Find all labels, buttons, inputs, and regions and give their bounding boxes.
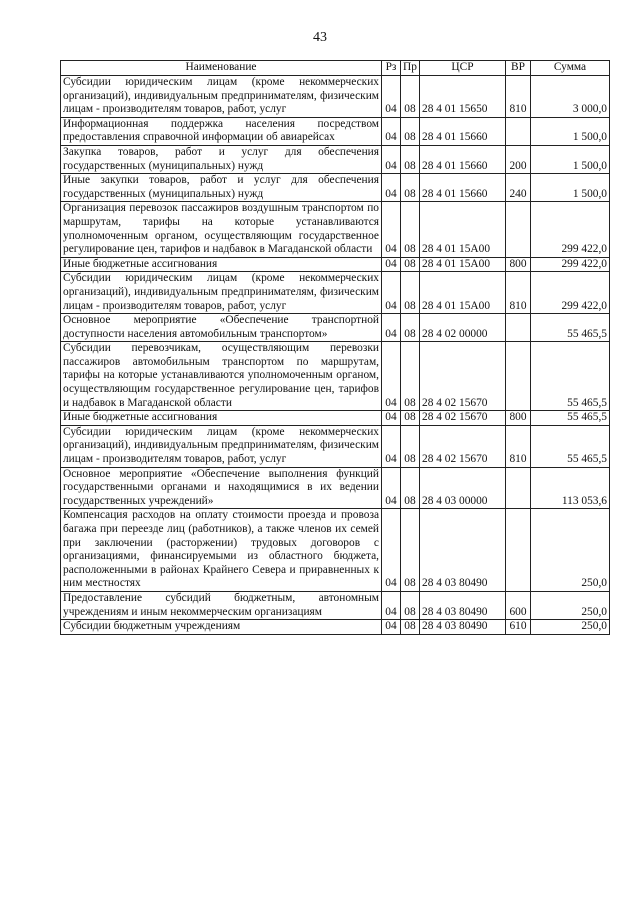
row-rz-cell: 04 — [382, 467, 401, 509]
row-sum-cell: 299 422,0 — [531, 202, 610, 257]
row-vr-cell — [506, 467, 531, 509]
header-vr: ВР — [506, 61, 531, 76]
row-csr-cell: 28 4 01 15660 — [420, 145, 506, 173]
row-csr-cell: 28 4 03 80490 — [420, 620, 506, 635]
row-vr-cell: 810 — [506, 76, 531, 118]
row-csr-cell: 28 4 02 00000 — [420, 314, 506, 342]
row-pr-cell: 08 — [401, 411, 420, 426]
row-pr-cell: 08 — [401, 174, 420, 202]
row-rz-cell: 04 — [382, 257, 401, 272]
row-rz-cell: 04 — [382, 411, 401, 426]
row-name-cell: Закупка товаров, работ и услуг для обеспечения государственных (муниципальных) нужд — [61, 145, 382, 173]
header-csr: ЦСР — [420, 61, 506, 76]
row-sum-cell: 1 500,0 — [531, 145, 610, 173]
table-row — [61, 272, 610, 314]
row-vr-cell: 810 — [506, 425, 531, 467]
row-vr-cell — [506, 342, 531, 411]
row-name-cell: Субсидии перевозчикам, осуществляющим перевозки пассажиров автомобильным транспортом по маршрутам, тарифы на которые устанавливаются уполномоченным органом, осуществляющим государственное регулирование цен, тарифов и надбавок в Магаданской области — [61, 342, 382, 411]
row-sum-cell: 1 500,0 — [531, 174, 610, 202]
row-sum-cell: 299 422,0 — [531, 257, 610, 272]
table-row — [61, 342, 610, 411]
row-rz-cell: 04 — [382, 342, 401, 411]
table-row — [61, 202, 610, 257]
row-vr-cell: 800 — [506, 411, 531, 426]
row-sum-cell: 250,0 — [531, 509, 610, 592]
row-rz-cell: 04 — [382, 117, 401, 145]
row-name-cell: Субсидии юридическим лицам (кроме некоммерческих организаций), индивидуальным предпринимателям, физическим лицам - производителям товаров, работ, услуг — [61, 76, 382, 118]
table-header-row — [61, 61, 610, 76]
row-name-cell: Основное мероприятие «Обеспечение транспортной доступности населения автомобильным транспортом» — [61, 314, 382, 342]
row-csr-cell: 28 4 01 15А00 — [420, 272, 506, 314]
row-vr-cell: 600 — [506, 591, 531, 619]
row-vr-cell: 800 — [506, 257, 531, 272]
table-row — [61, 509, 610, 592]
row-vr-cell: 810 — [506, 272, 531, 314]
row-csr-cell: 28 4 03 80490 — [420, 591, 506, 619]
row-vr-cell: 200 — [506, 145, 531, 173]
header-pr: Пр — [401, 61, 420, 76]
row-pr-cell: 08 — [401, 467, 420, 509]
row-rz-cell: 04 — [382, 314, 401, 342]
row-rz-cell: 04 — [382, 202, 401, 257]
row-csr-cell: 28 4 01 15650 — [420, 76, 506, 118]
row-name-cell: Иные закупки товаров, работ и услуг для обеспечения государственных (муниципальных) нужд — [61, 174, 382, 202]
row-rz-cell: 04 — [382, 591, 401, 619]
row-sum-cell: 55 465,5 — [531, 425, 610, 467]
row-name-cell: Предоставление субсидий бюджетным, автономным учреждениям и иным некоммерческим организациям — [61, 591, 382, 619]
row-csr-cell: 28 4 03 80490 — [420, 509, 506, 592]
table-row — [61, 591, 610, 619]
row-sum-cell: 113 053,6 — [531, 467, 610, 509]
row-name-cell: Субсидии юридическим лицам (кроме некоммерческих организаций), индивидуальным предпринимателям, физическим лицам - производителям товаров, работ, услуг — [61, 272, 382, 314]
row-pr-cell: 08 — [401, 145, 420, 173]
row-name-cell: Иные бюджетные ассигнования — [61, 411, 382, 426]
row-csr-cell: 28 4 01 15А00 — [420, 202, 506, 257]
header-sum: Сумма — [531, 61, 610, 76]
row-pr-cell: 08 — [401, 314, 420, 342]
header-rz: Рз — [382, 61, 401, 76]
budget-table — [60, 60, 610, 635]
row-name-cell: Основное мероприятие «Обеспечение выполнения функций государственными органами и находящимися в их ведении государственных учреждений» — [61, 467, 382, 509]
table-row — [61, 257, 610, 272]
row-sum-cell: 250,0 — [531, 591, 610, 619]
row-vr-cell — [506, 314, 531, 342]
row-sum-cell: 55 465,5 — [531, 342, 610, 411]
page-number: 43 — [313, 30, 327, 45]
row-csr-cell: 28 4 02 15670 — [420, 411, 506, 426]
row-name-cell: Субсидии бюджетным учреждениям — [61, 620, 382, 635]
row-pr-cell: 08 — [401, 76, 420, 118]
row-rz-cell: 04 — [382, 174, 401, 202]
row-pr-cell: 08 — [401, 509, 420, 592]
table-row — [61, 620, 610, 635]
row-pr-cell: 08 — [401, 425, 420, 467]
row-name-cell: Организация перевозок пассажиров воздушным транспортом по маршрутам, тарифы на которые устанавливаются уполномоченным органом, осуществляющим государственное регулирование цен, тарифов и надбавок в Магаданской области — [61, 202, 382, 257]
row-vr-cell — [506, 117, 531, 145]
row-sum-cell: 1 500,0 — [531, 117, 610, 145]
row-rz-cell: 04 — [382, 425, 401, 467]
row-rz-cell: 04 — [382, 76, 401, 118]
row-csr-cell: 28 4 02 15670 — [420, 425, 506, 467]
row-pr-cell: 08 — [401, 620, 420, 635]
row-rz-cell: 04 — [382, 145, 401, 173]
row-rz-cell: 04 — [382, 509, 401, 592]
row-csr-cell: 28 4 03 00000 — [420, 467, 506, 509]
row-sum-cell: 55 465,5 — [531, 314, 610, 342]
row-csr-cell: 28 4 01 15660 — [420, 117, 506, 145]
row-sum-cell: 299 422,0 — [531, 272, 610, 314]
row-pr-cell: 08 — [401, 202, 420, 257]
row-name-cell: Информационная поддержка населения посредством предоставления справочной информации об авиарейсах — [61, 117, 382, 145]
row-pr-cell: 08 — [401, 272, 420, 314]
table-row — [61, 314, 610, 342]
row-vr-cell: 610 — [506, 620, 531, 635]
row-name-cell: Иные бюджетные ассигнования — [61, 257, 382, 272]
row-csr-cell: 28 4 02 15670 — [420, 342, 506, 411]
row-pr-cell: 08 — [401, 591, 420, 619]
table-row — [61, 174, 610, 202]
row-rz-cell: 04 — [382, 620, 401, 635]
table-row — [61, 76, 610, 118]
table-row — [61, 425, 610, 467]
row-pr-cell: 08 — [401, 342, 420, 411]
row-pr-cell: 08 — [401, 117, 420, 145]
table-row — [61, 411, 610, 426]
row-rz-cell: 04 — [382, 272, 401, 314]
table-row — [61, 145, 610, 173]
row-name-cell: Субсидии юридическим лицам (кроме некоммерческих организаций), индивидуальным предпринимателям, физическим лицам - производителям товаров, работ, услуг — [61, 425, 382, 467]
row-sum-cell: 250,0 — [531, 620, 610, 635]
header-name: Наименование — [61, 61, 382, 76]
row-csr-cell: 28 4 01 15660 — [420, 174, 506, 202]
table-row — [61, 117, 610, 145]
table-body — [61, 76, 610, 635]
row-pr-cell: 08 — [401, 257, 420, 272]
row-vr-cell: 240 — [506, 174, 531, 202]
row-name-cell: Компенсация расходов на оплату стоимости проезда и провоза багажа при переезде лиц (работников), а также членов их семей при заключении (расторжении) трудовых договоров с организациями, финансируемыми из областного бюджета, расположенными в районах Крайнего Севера и приравненных к ним местностях — [61, 509, 382, 592]
row-vr-cell — [506, 509, 531, 592]
row-csr-cell: 28 4 01 15А00 — [420, 257, 506, 272]
row-sum-cell: 55 465,5 — [531, 411, 610, 426]
row-vr-cell — [506, 202, 531, 257]
row-sum-cell: 3 000,0 — [531, 76, 610, 118]
table-row — [61, 467, 610, 509]
